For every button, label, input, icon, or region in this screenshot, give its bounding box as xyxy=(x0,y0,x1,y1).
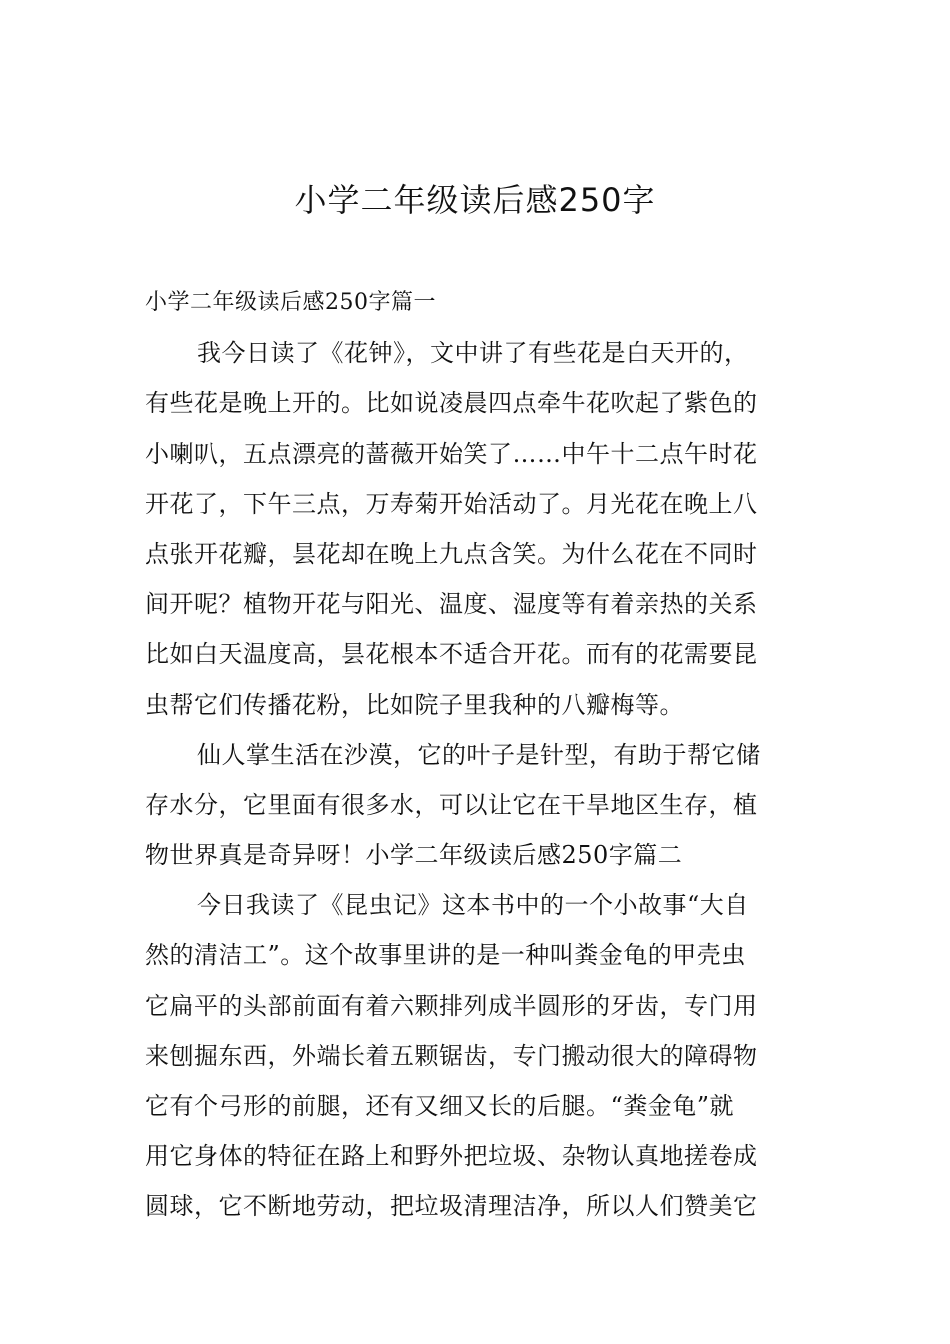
text-line: 比如白天温度高，昙花根本不适合开花。而有的花需要昆 xyxy=(145,640,758,669)
document-body xyxy=(145,278,807,1232)
text-line: 圆球，它不断地劳动，把垃圾清理洁净，所以人们赞美它 xyxy=(145,1192,758,1221)
text-line: 它扁平的头部前面有着六颗排列成半圆形的牙齿，专门用 xyxy=(145,991,758,1020)
text-line: 间开呢？植物开花与阳光、温度、湿度等有着亲热的关系 xyxy=(145,590,758,619)
text-line: 然的清洁工”。这个故事里讲的是一种叫粪金龟的甲壳虫 xyxy=(145,941,746,970)
text-line: 有些花是晚上开的。比如说凌晨四点牵牛花吹起了紫色的 xyxy=(145,389,758,418)
text-line: 存水分，它里面有很多水，可以让它在干旱地区生存，植 xyxy=(145,790,758,819)
text-line: 物世界真是奇异呀！小学二年级读后感250字篇二 xyxy=(145,841,683,870)
text-line: 来刨掘东西，外端长着五颗锯齿，专门搬动很大的障碍物 xyxy=(145,1041,758,1070)
text-line: 今日我读了《昆虫记》这本书中的一个小故事“大自 xyxy=(197,891,749,920)
text-line: 我今日读了《花钟》，文中讲了有些花是白天开的， xyxy=(197,339,749,368)
section-heading: 小学二年级读后感250字篇一 xyxy=(145,290,436,315)
document-title: 小学二年级读后感250字 xyxy=(294,181,656,219)
text-line: 它有个弓形的前腿，还有又细又长的后腿。“粪金龟”就 xyxy=(145,1092,735,1120)
text-line: 小喇叭，五点漂亮的蔷薇开始笑了……中午十二点午时花 xyxy=(145,439,758,468)
text-line: 用它身体的特征在路上和野外把垃圾、杂物认真地搓卷成 xyxy=(145,1142,758,1171)
text-line: 点张开花瓣，昙花却在晚上九点含笑。为什么花在不同时 xyxy=(145,539,758,568)
text-line: 开花了，下午三点，万寿菊开始活动了。月光花在晚上八 xyxy=(145,489,758,518)
text-line: 仙人掌生活在沙漠，它的叶子是针型，有助于帮它储 xyxy=(197,740,761,769)
text-line: 虫帮它们传播花粉，比如院子里我种的八瓣梅等。 xyxy=(145,690,684,719)
